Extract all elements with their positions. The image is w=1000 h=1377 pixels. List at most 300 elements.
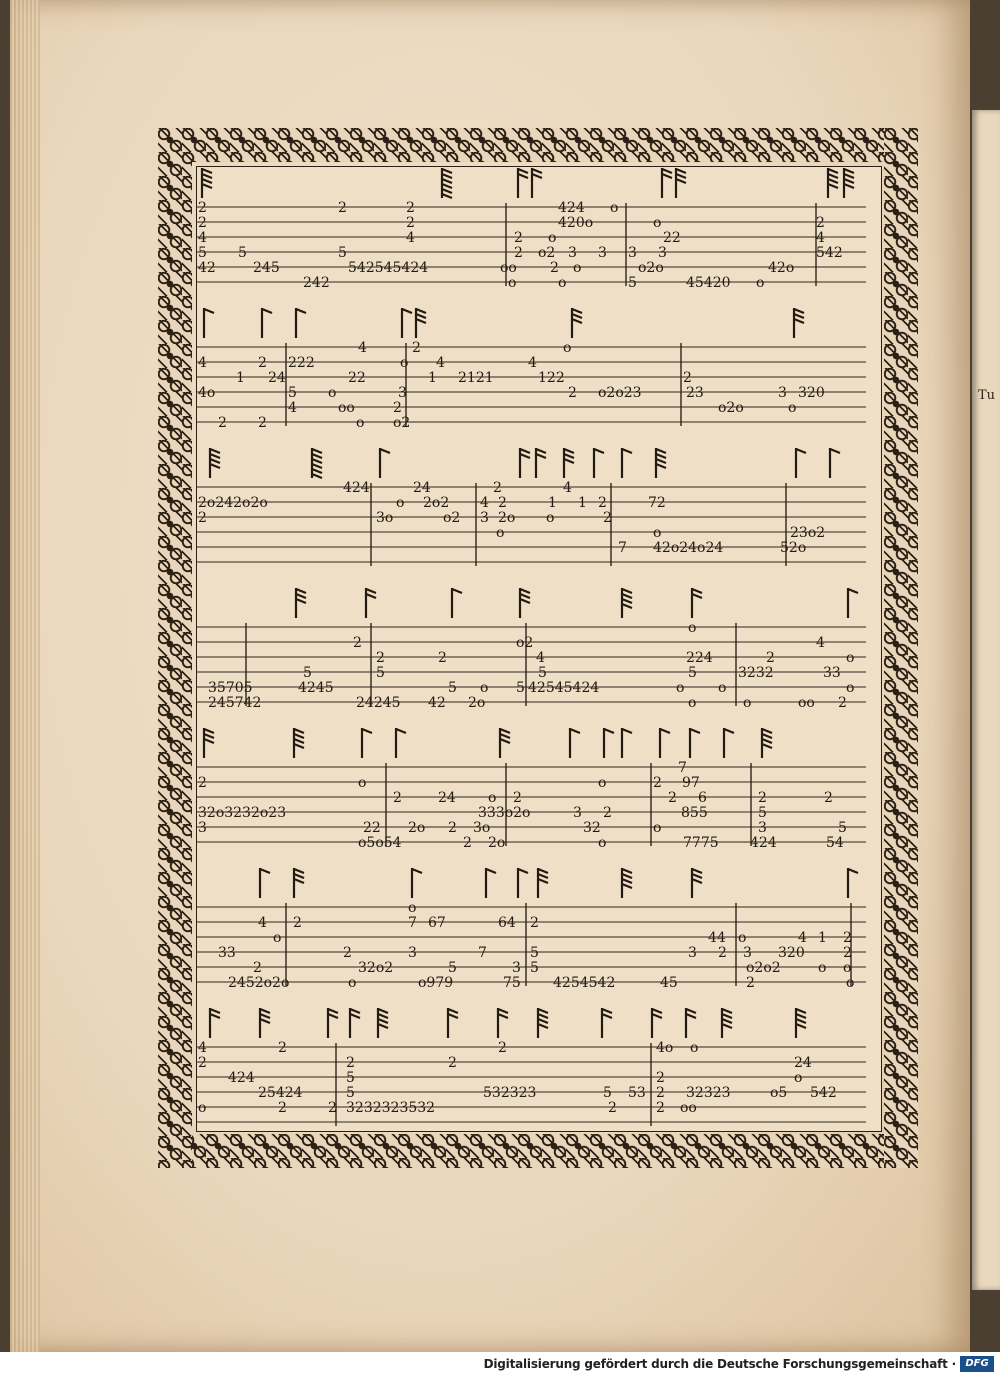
fret-symbols: 4 — [436, 355, 445, 371]
fret-symbols: 424 — [558, 200, 585, 216]
fret-symbols: o — [508, 275, 517, 291]
fret-symbols: o2o — [718, 400, 744, 416]
rhythm-flag — [448, 1008, 458, 1038]
fret-symbols: 3o — [376, 510, 394, 526]
fret-symbols: 424 — [343, 480, 370, 496]
fret-symbols: o — [348, 975, 357, 991]
fret-symbols: 2 — [668, 790, 677, 806]
fret-symbols: 2 — [198, 510, 207, 526]
fret-symbols: 420o — [558, 215, 594, 231]
rhythm-flag — [518, 868, 528, 898]
fret-symbols: 2 — [498, 495, 507, 511]
rhythm-flag — [844, 168, 854, 198]
fret-symbols: 320 — [798, 385, 825, 401]
fret-symbols: 2 — [656, 1070, 665, 1086]
dfg-logo: DFG — [960, 1356, 994, 1372]
fret-symbols: 5 — [346, 1085, 355, 1101]
rhythm-flag — [690, 728, 700, 758]
fret-symbols: 24 — [794, 1055, 812, 1071]
rhythm-flag — [656, 448, 666, 478]
fret-symbols: 2o — [408, 820, 426, 836]
fret-symbols: o — [653, 820, 662, 836]
rhythm-flag — [328, 1008, 338, 1038]
fret-symbols: 3o — [473, 820, 491, 836]
fret-symbols: 222 — [288, 355, 315, 371]
fret-symbols: o2 — [516, 635, 534, 651]
fret-symbols: 4 — [198, 355, 207, 371]
rhythm-flag — [204, 308, 214, 338]
fret-symbols: 4 — [816, 230, 825, 246]
fret-symbols: 3 — [512, 960, 521, 976]
fret-symbols: 6 — [698, 790, 707, 806]
fret-symbols: 424 — [228, 1070, 255, 1086]
rhythm-flag — [572, 308, 582, 338]
rhythm-flag — [366, 588, 376, 618]
fret-symbols: 2o2 — [423, 495, 450, 511]
fret-symbols: o — [598, 835, 607, 851]
rhythm-flag — [412, 868, 422, 898]
fret-symbols: o — [718, 680, 727, 696]
rhythm-flag — [296, 588, 306, 618]
fret-symbols: 2 — [278, 1040, 287, 1056]
tab-system — [196, 868, 866, 991]
ornament-top — [158, 128, 918, 162]
fret-symbols: 2 — [438, 650, 447, 666]
rhythm-flag — [686, 1008, 696, 1038]
fret-symbols: 2 — [824, 790, 833, 806]
rhythm-flag — [396, 728, 406, 758]
fret-symbols: 7 — [408, 915, 417, 931]
fret-symbols: o — [558, 275, 567, 291]
ornament-right — [884, 128, 918, 1168]
fret-symbols: 45 — [660, 975, 678, 991]
rhythm-flag — [676, 168, 686, 198]
fret-symbols: 35705 — [208, 680, 253, 696]
rhythm-flag — [722, 1008, 732, 1038]
tab-system — [196, 168, 866, 291]
fret-symbols: 4 — [258, 915, 267, 931]
fret-symbols: 22 — [348, 370, 366, 386]
rhythm-flag — [500, 728, 510, 758]
fret-symbols: 2 — [218, 415, 227, 431]
fret-symbols: 2 — [346, 1055, 355, 1071]
rhythm-flag — [724, 728, 734, 758]
fret-symbols: 4 — [798, 930, 807, 946]
fret-symbols: 2 — [603, 510, 612, 526]
fret-symbols: 2 — [448, 820, 457, 836]
fret-symbols: 2 — [258, 355, 267, 371]
fret-symbols: 4245 — [298, 680, 334, 696]
fret-symbols: 5 — [758, 805, 767, 821]
fret-symbols: 2 — [293, 915, 302, 931]
fret-symbols: 2 — [530, 915, 539, 931]
fret-symbols: 5 — [303, 665, 312, 681]
rhythm-flag — [498, 1008, 508, 1038]
fret-symbols: 5 — [448, 960, 457, 976]
fret-symbols: oo — [338, 400, 355, 416]
fret-symbols: 224 — [686, 650, 713, 666]
rhythm-flag — [602, 1008, 612, 1038]
fret-symbols: 2 — [393, 400, 402, 416]
fret-symbols: 2 — [258, 415, 267, 431]
fret-symbols: o — [610, 200, 619, 216]
fret-symbols: 2 — [198, 200, 207, 216]
rhythm-flag — [652, 1008, 662, 1038]
fret-symbols: 3232 — [738, 665, 774, 681]
fret-symbols: 4o — [656, 1040, 674, 1056]
fret-symbols: 2 — [343, 945, 352, 961]
fret-symbols: 4 — [536, 650, 545, 666]
fret-symbols: o — [653, 215, 662, 231]
tab-system — [196, 728, 866, 851]
fret-symbols: 64 — [498, 915, 516, 931]
fret-symbols: 2 — [816, 215, 825, 231]
rhythm-flag — [594, 448, 604, 478]
fret-symbols: o — [846, 975, 855, 991]
rhythm-flag — [848, 588, 858, 618]
fret-symbols: o2o23 — [598, 385, 642, 401]
tab-system — [196, 588, 866, 711]
fret-symbols: 2 — [766, 650, 775, 666]
rhythm-flag — [622, 728, 632, 758]
fret-symbols: 5 — [838, 820, 847, 836]
fret-symbols: 3 — [568, 245, 577, 261]
fret-symbols: 245 — [253, 260, 280, 276]
funding-credit: Digitalisierung gefördert durch die Deutsche Forschungsgemeinschaft · — [483, 1357, 956, 1371]
fret-symbols: 5 — [198, 245, 207, 261]
fret-symbols: o — [408, 900, 417, 916]
fret-symbols: 2 — [393, 790, 402, 806]
fret-symbols: 3 — [480, 510, 489, 526]
rhythm-flag — [380, 448, 390, 478]
rhythm-flag — [604, 728, 614, 758]
rhythm-flag — [570, 728, 580, 758]
fret-symbols: o — [400, 355, 409, 371]
fret-symbols: 2 — [656, 1100, 665, 1116]
fret-symbols: 2 — [513, 790, 522, 806]
fret-symbols: 2o — [488, 835, 506, 851]
fret-symbols: o — [273, 930, 282, 946]
rhythm-flag — [294, 868, 304, 898]
tab-system — [196, 308, 866, 431]
lute-tablature — [196, 162, 876, 1142]
fret-symbols: o — [653, 525, 662, 541]
fret-symbols: 242 — [303, 275, 330, 291]
fret-symbols: 245742 — [208, 695, 262, 711]
fret-symbols: 4 — [563, 480, 572, 496]
fret-symbols: o — [688, 620, 697, 636]
fret-symbols: 25424 — [258, 1085, 303, 1101]
rhythm-flag — [622, 588, 632, 618]
fret-symbols: 2 — [406, 200, 415, 216]
fret-symbols: 2 — [353, 635, 362, 651]
fret-symbols: 2 — [758, 790, 767, 806]
rhythm-flag — [452, 588, 462, 618]
fret-symbols: 5 — [530, 960, 539, 976]
fret-symbols: 2 — [498, 1040, 507, 1056]
fret-symbols: 52o — [780, 540, 807, 556]
fret-symbols: 22 — [363, 820, 381, 836]
rhythm-flag — [294, 728, 304, 758]
fret-symbols: 2 — [603, 805, 612, 821]
fret-symbols: o979 — [418, 975, 454, 991]
rhythm-flag — [202, 168, 212, 198]
fret-symbols: 4 — [528, 355, 537, 371]
fret-symbols: 44 — [708, 930, 726, 946]
fret-symbols: 2 — [376, 650, 385, 666]
fret-symbols: o — [738, 930, 747, 946]
fret-symbols: o2 — [443, 510, 461, 526]
fret-symbols: 2 — [406, 215, 415, 231]
fret-symbols: o — [676, 680, 685, 696]
fret-symbols: 5 — [516, 680, 525, 696]
fret-symbols: 3 — [398, 385, 407, 401]
fret-symbols: 2 — [514, 245, 523, 261]
fret-symbols: 2 — [278, 1100, 287, 1116]
fret-symbols: o — [794, 1070, 803, 1086]
adjacent-page-strip — [972, 110, 1000, 1290]
rhythm-flag — [262, 308, 272, 338]
fret-symbols: 5 — [628, 275, 637, 291]
fret-symbols: 3 — [628, 245, 637, 261]
fret-symbols: 3 — [573, 805, 582, 821]
tab-system — [196, 1008, 866, 1126]
rhythm-flag — [662, 168, 672, 198]
fret-symbols: 32323 — [686, 1085, 731, 1101]
rhythm-flag — [796, 1008, 806, 1038]
fret-symbols: 2o — [498, 510, 516, 526]
fret-symbols: 42o24o24 — [653, 540, 724, 556]
fret-symbols: o5o54 — [358, 835, 402, 851]
fret-symbols: 4 — [198, 1040, 207, 1056]
digitization-footer — [0, 1352, 1000, 1377]
fret-symbols: 320 — [778, 945, 805, 961]
fret-symbols: 333o2o — [478, 805, 531, 821]
fret-symbols: 2 — [656, 1085, 665, 1101]
fret-symbols: 2 — [448, 1055, 457, 1071]
fret-symbols: 22 — [663, 230, 681, 246]
fret-symbols: o — [598, 775, 607, 791]
fret-symbols: 5 — [603, 1085, 612, 1101]
fret-symbols: o — [563, 340, 572, 356]
fret-symbols: 32o2 — [358, 960, 394, 976]
fret-symbols: 2 — [514, 230, 523, 246]
fret-symbols: 4254542 — [553, 975, 616, 991]
fret-symbols: 3 — [743, 945, 752, 961]
fret-symbols: o — [846, 680, 855, 696]
fret-symbols: o — [396, 495, 405, 511]
fret-symbols: 2 — [718, 945, 727, 961]
fret-symbols: 1 — [236, 370, 245, 386]
fret-symbols: o — [573, 260, 582, 276]
rhythm-flag — [350, 1008, 360, 1038]
fret-symbols: 33 — [823, 665, 841, 681]
fret-symbols: o2 — [538, 245, 556, 261]
fret-symbols: 24245 — [356, 695, 401, 711]
fret-symbols: o — [358, 775, 367, 791]
fret-symbols: 542 — [810, 1085, 837, 1101]
fret-symbols: 2 — [746, 975, 755, 991]
rhythm-flag — [312, 448, 322, 478]
fret-symbols: 3 — [598, 245, 607, 261]
fret-symbols: 3 — [758, 820, 767, 836]
fret-symbols: 5 — [338, 245, 347, 261]
rhythm-flag — [210, 448, 220, 478]
rhythm-flag — [520, 588, 530, 618]
fret-symbols: 3 — [408, 945, 417, 961]
fret-symbols: 4 — [358, 340, 367, 356]
fret-symbols: 24 — [413, 480, 431, 496]
fret-symbols: 2 — [253, 960, 262, 976]
fret-symbols: o — [818, 960, 827, 976]
fret-symbols: 3232323532 — [346, 1100, 436, 1116]
fret-symbols: 2121 — [458, 370, 494, 386]
fret-symbols: 5 — [538, 665, 547, 681]
fret-symbols: 2452o2o — [228, 975, 290, 991]
fret-symbols: 7775 — [683, 835, 719, 851]
fret-symbols: o2o — [638, 260, 664, 276]
fret-symbols: o — [788, 400, 797, 416]
fret-symbols: o — [328, 385, 337, 401]
fret-symbols: 4 — [198, 230, 207, 246]
fret-symbols: 3 — [688, 945, 697, 961]
rhythm-flag — [762, 728, 772, 758]
fret-symbols: 24 — [268, 370, 286, 386]
fret-symbols: 2 — [653, 775, 662, 791]
fret-symbols: 2 — [843, 930, 852, 946]
rhythm-flag — [416, 308, 426, 338]
fret-symbols: 5 — [238, 245, 247, 261]
fret-symbols: 5 — [346, 1070, 355, 1086]
fret-symbols: 2 — [683, 370, 692, 386]
fret-symbols: 2 — [550, 260, 559, 276]
rhythm-flag — [796, 448, 806, 478]
fret-symbols: 2 — [198, 215, 207, 231]
fret-symbols: 2 — [608, 1100, 617, 1116]
rhythm-flag — [520, 448, 530, 478]
rhythm-flag — [296, 308, 306, 338]
fret-symbols: 42545424 — [528, 680, 600, 696]
fret-symbols: 32 — [583, 820, 601, 836]
page-edge-stack — [10, 0, 40, 1352]
fret-symbols: o — [690, 1040, 699, 1056]
fret-symbols: 5 — [448, 680, 457, 696]
fret-symbols: 42 — [428, 695, 446, 711]
fret-symbols: 67 — [428, 915, 446, 931]
rhythm-flag — [692, 588, 702, 618]
rhythm-flag — [362, 728, 372, 758]
fret-symbols: o5 — [770, 1085, 788, 1101]
fret-symbols: o — [688, 695, 697, 711]
fret-symbols: o — [843, 960, 852, 976]
fret-symbols: 1 — [548, 495, 557, 511]
fret-symbols: 4 — [480, 495, 489, 511]
fret-symbols: 122 — [538, 370, 565, 386]
rhythm-flag — [532, 168, 542, 198]
fret-symbols: 2o242o2o — [198, 495, 268, 511]
fret-symbols: 2 — [838, 695, 847, 711]
fret-symbols: o — [356, 415, 365, 431]
rhythm-flag — [564, 448, 574, 478]
fret-symbols: 2o — [468, 695, 486, 711]
rhythm-flag — [538, 868, 548, 898]
fret-symbols: o — [548, 230, 557, 246]
rhythm-flag — [204, 728, 214, 758]
fret-symbols: o — [198, 1100, 207, 1116]
rhythm-flag — [378, 1008, 388, 1038]
fret-symbols: 2 — [463, 835, 472, 851]
rhythm-flag — [210, 1008, 220, 1038]
fret-symbols: 4o — [198, 385, 216, 401]
rhythm-flag — [622, 448, 632, 478]
rhythm-flag — [536, 448, 546, 478]
rhythm-flag — [518, 168, 528, 198]
rhythm-flag — [848, 868, 858, 898]
fret-symbols: 855 — [681, 805, 708, 821]
fret-symbols: 32o3232o23 — [198, 805, 287, 821]
rhythm-flag — [828, 168, 838, 198]
fret-symbols: 542545424 — [348, 260, 429, 276]
fret-symbols: o — [546, 510, 555, 526]
rhythm-flag — [402, 308, 412, 338]
fret-symbols: 2 — [843, 945, 852, 961]
rhythm-flag — [442, 168, 452, 198]
fret-symbols: 2 — [328, 1100, 337, 1116]
fret-symbols: 5 — [688, 665, 697, 681]
fret-symbols: 2 — [493, 480, 502, 496]
fret-symbols: 3 — [198, 820, 207, 836]
fret-symbols: 2 — [198, 1055, 207, 1071]
rhythm-flag — [830, 448, 840, 478]
rhythm-flag — [794, 308, 804, 338]
fret-symbols: 2 — [598, 495, 607, 511]
fret-symbols: 2 — [198, 775, 207, 791]
adjacent-page-fragment: Tu — [978, 388, 996, 403]
fret-symbols: 1 — [578, 495, 587, 511]
ornament-left — [158, 128, 192, 1168]
fret-symbols: 4 — [816, 635, 825, 651]
fret-symbols: 75 — [503, 975, 521, 991]
fret-symbols: 4 — [406, 230, 415, 246]
fret-symbols: 2 — [338, 200, 347, 216]
fret-symbols: 5 — [288, 385, 297, 401]
rhythm-flag — [260, 868, 270, 898]
fret-symbols: o2 — [393, 415, 411, 431]
fret-symbols: 42o — [768, 260, 795, 276]
fret-symbols: 7 — [618, 540, 627, 556]
fret-symbols: 5 — [530, 945, 539, 961]
fret-symbols: 45420 — [686, 275, 731, 291]
fret-symbols: o — [846, 650, 855, 666]
fret-symbols: 33 — [218, 945, 236, 961]
fret-symbols: 424 — [750, 835, 777, 851]
fret-symbols: 1 — [818, 930, 827, 946]
fret-symbols: 23o2 — [790, 525, 826, 541]
fret-symbols: 24 — [438, 790, 456, 806]
fret-symbols: 72 — [648, 495, 666, 511]
fret-symbols: 532323 — [483, 1085, 537, 1101]
fret-symbols: 2 — [568, 385, 577, 401]
fret-symbols: 7 — [478, 945, 487, 961]
fret-symbols: o2o2 — [746, 960, 781, 976]
fret-symbols: o — [488, 790, 497, 806]
fret-symbols: 53 — [628, 1085, 646, 1101]
fret-symbols: 3 — [778, 385, 787, 401]
fret-symbols: 542 — [816, 245, 843, 261]
fret-symbols: oo — [500, 260, 517, 276]
fret-symbols: 1 — [428, 370, 437, 386]
fret-symbols: 42 — [198, 260, 216, 276]
